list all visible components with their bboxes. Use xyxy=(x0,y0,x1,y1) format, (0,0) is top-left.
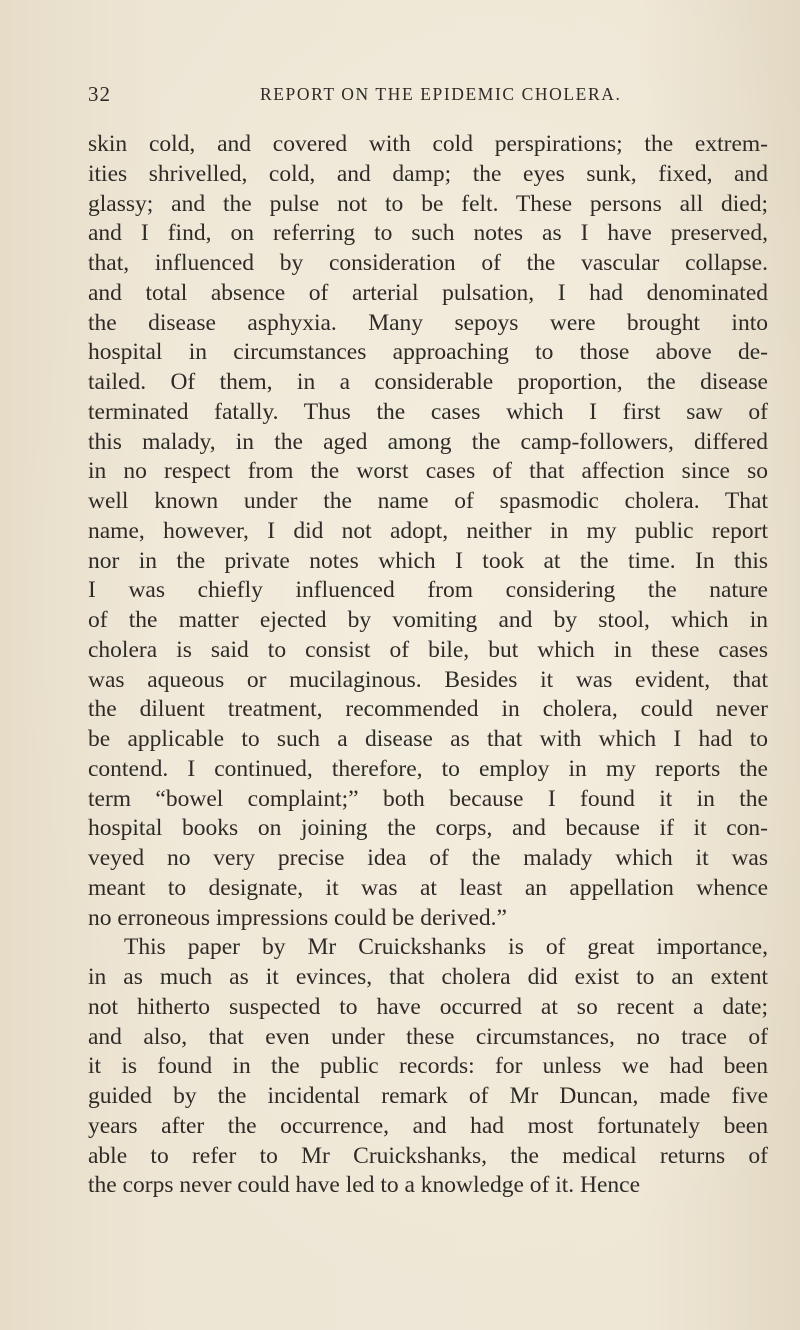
body-text xyxy=(88,130,768,1201)
text-line: terminated fatally. Thus the cases which I first saw of xyxy=(88,398,768,425)
page-header xyxy=(88,82,768,106)
text-line: was aqueous or mucilaginous. Besides it was evident, that xyxy=(88,666,768,693)
text-line: contend. I continued, therefore, to employ in my reports the xyxy=(88,755,768,782)
text-line: glassy; and the pulse not to be felt. These persons all died; xyxy=(88,190,768,217)
text-line: be applicable to such a disease as that with which I had to xyxy=(88,726,768,752)
text-line: cholera is said to consist of bile, but which in these cases xyxy=(88,636,768,663)
text-line: of the matter ejected by vomiting and by stool, which in xyxy=(88,607,768,633)
text-line: meant to designate, it was at least an appellation whence xyxy=(88,874,768,901)
text-line: and I find, on referring to such notes as I have preserved, xyxy=(88,220,768,247)
text-line: and total absence of arterial pulsation, I had denominated xyxy=(88,279,768,306)
text-line: able to refer to Mr Cruickshanks, the medical returns of xyxy=(88,1142,768,1169)
text-line: hospital in circumstances approaching to those above de- xyxy=(88,339,768,366)
text-line: years after the occurrence, and had most fortunately been xyxy=(88,1112,768,1139)
page-number: 32 xyxy=(88,82,111,106)
text-line: that, influenced by consideration of the vascular collapse. xyxy=(88,250,768,276)
text-line: term “bowel complaint;” both because I found it in the xyxy=(88,785,768,812)
text-line: the corps never could have led to a knowledge of it. Hence xyxy=(88,1172,641,1199)
text-line: guided by the incidental remark of Mr Duncan, made five xyxy=(88,1083,768,1109)
text-line: no erroneous impressions could be derived.” xyxy=(88,904,507,931)
text-line: name, however, I did not adopt, neither in my public report xyxy=(88,517,768,544)
paragraph xyxy=(88,933,768,1201)
text-line: in no respect from the worst cases of that affection since so xyxy=(88,458,768,485)
running-head: REPORT ON THE EPIDEMIC CHOLERA. xyxy=(260,84,622,104)
text-line: well known under the name of spasmodic cholera. That xyxy=(88,488,768,514)
text-line: the diluent treatment, recommended in cholera, could never xyxy=(88,696,768,723)
text-line: I was chiefly influenced from considering the nature xyxy=(88,577,768,604)
text-line: veyed no very precise idea of the malady which it was xyxy=(88,845,768,871)
text-line: ities shrivelled, cold, and damp; the eyes sunk, fixed, and xyxy=(88,160,768,187)
text-line: the disease asphyxia. Many sepoys were brought into xyxy=(88,309,768,336)
text-line: tailed. Of them, in a considerable proportion, the disease xyxy=(88,369,768,395)
paragraph xyxy=(88,130,768,933)
text-line: and also, that even under these circumstances, no trace of xyxy=(88,1023,768,1050)
text-line: in as much as it evinces, that cholera did exist to an extent xyxy=(88,964,768,990)
text-line: skin cold, and covered with cold perspirations; the extrem- xyxy=(88,131,768,157)
text-line: it is found in the public records: for unless we had been xyxy=(88,1053,768,1080)
text-line: not hitherto suspected to have occurred at so recent a date; xyxy=(88,993,768,1020)
text-line: hospital books on joining the corps, and because if it con- xyxy=(88,815,768,842)
text-line: this malady, in the aged among the camp-followers, differed xyxy=(88,428,768,455)
text-line: nor in the private notes which I took at the time. In this xyxy=(88,547,768,574)
text-line: This paper by Mr Cruickshanks is of great importance, xyxy=(124,934,768,961)
